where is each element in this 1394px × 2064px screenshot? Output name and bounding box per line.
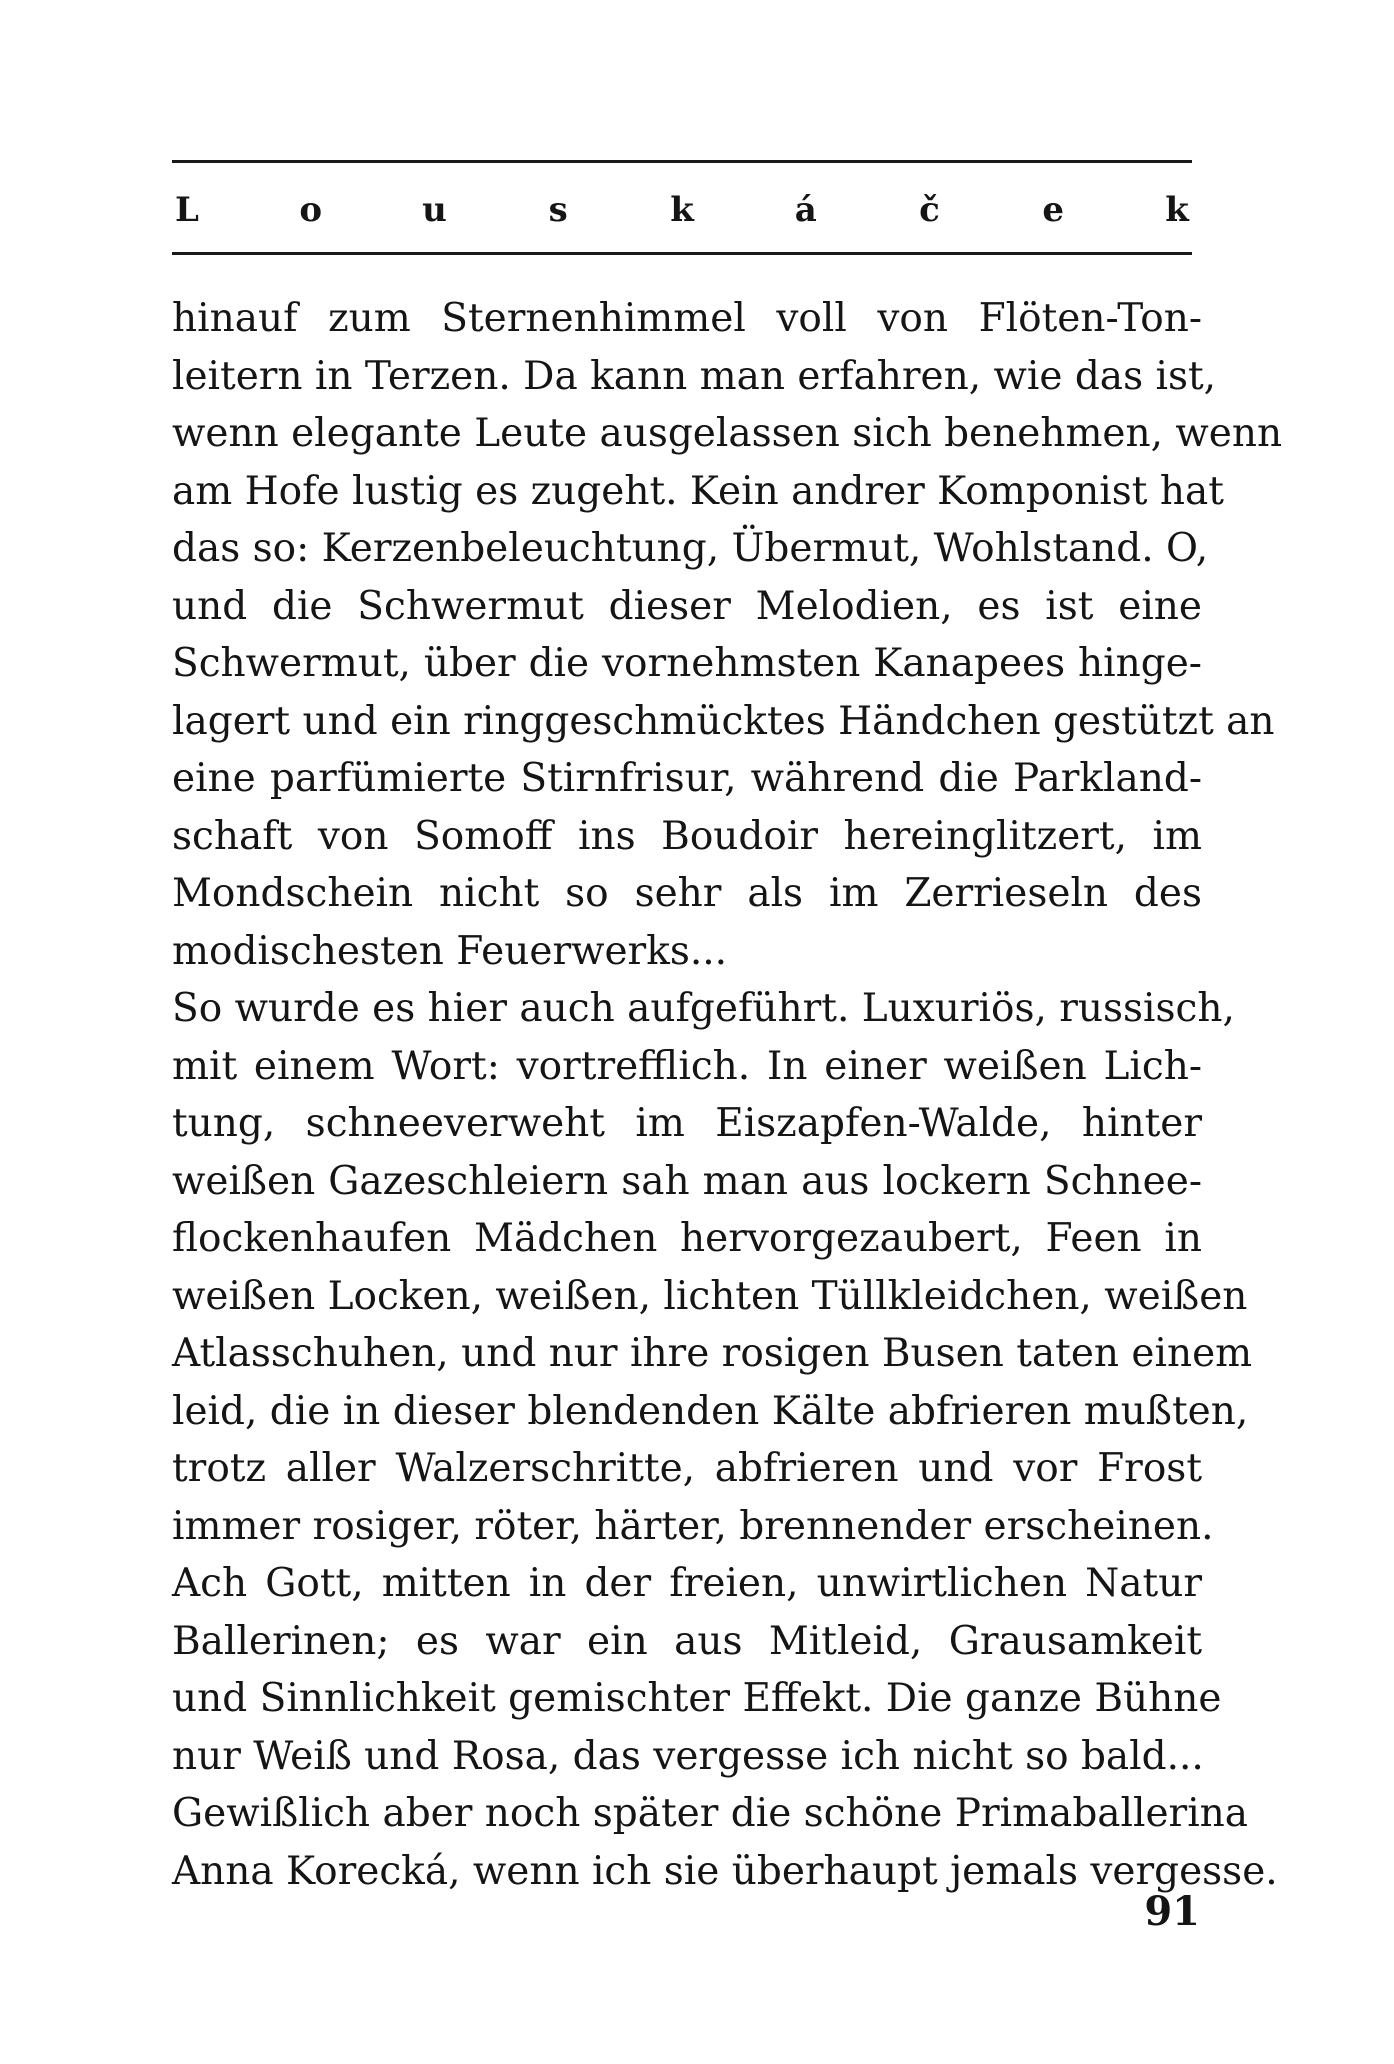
text-line: schaft von Somoff ins Boudoir hereinglitzert, im [172, 813, 1202, 859]
text-line: und die Schwermut dieser Melodien, es ist eine [172, 583, 1202, 629]
running-head-letter: á [794, 190, 817, 230]
header-rule-bottom [172, 252, 1192, 255]
text-line: weißen Locken, weißen, lichten Tüllkleidchen, weißen [172, 1273, 1248, 1319]
running-head-letter: o [299, 190, 323, 230]
running-head-letter: s [548, 190, 568, 230]
text-line: Schwermut, über die vornehmsten Kanapees hinge- [172, 641, 1202, 686]
body-text [172, 290, 1283, 1900]
text-line: das so: Kerzenbeleuchtung, Übermut, Wohlstand. O, [172, 526, 1209, 571]
text-line: leitern in Terzen. Da kann man erfahren, wie das ist, [172, 353, 1217, 399]
text-line: Ach Gott, mitten in der freien, unwirtlichen Natur [172, 1561, 1202, 1606]
text-line: lagert und ein ringgeschmücktes Händchen gestützt an [172, 698, 1275, 744]
text-line: nur Weiß und Rosa, das vergesse ich nicht so bald... [172, 1733, 1204, 1779]
text-line: Mondschein nicht so sehr als im Zerrieseln des [172, 871, 1202, 916]
text-line: mit einem Wort: vortrefflich. In einer weißen Lich- [172, 1043, 1202, 1089]
text-line: flockenhaufen Mädchen hervorgezaubert, Feen in [172, 1216, 1202, 1261]
running-head-letter: L [175, 190, 199, 230]
running-head [172, 182, 1192, 238]
text-line: wenn elegante Leute ausgelassen sich benehmen, wenn [172, 411, 1283, 456]
text-line: und Sinnlichkeit gemischter Effekt. Die ganze Bühne [172, 1676, 1222, 1721]
running-head-letter: u [422, 190, 447, 230]
header-rule-top [172, 160, 1192, 163]
text-line: Anna Korecká, wenn ich sie überhaupt jemals vergesse. [172, 1848, 1278, 1894]
text-line: hinauf zum Sternenhimmel voll von Flöten-Ton- [172, 296, 1202, 341]
text-line: trotz aller Walzerschritte, abfrieren und vor Frost [172, 1446, 1202, 1491]
text-line: Ballerinen; es war ein aus Mitleid, Grausamkeit [172, 1618, 1202, 1664]
page-number: 91 [1144, 1888, 1200, 1935]
text-line: Atlasschuhen, und nur ihre rosigen Busen taten einem [172, 1331, 1253, 1376]
running-head-letter: k [1165, 190, 1189, 230]
text-line: weißen Gazeschleiern sah man aus lockern Schnee- [172, 1158, 1202, 1204]
text-line: modischesten Feuerwerks... [172, 928, 728, 974]
text-line: am Hofe lustig es zugeht. Kein andrer Komponist hat [172, 468, 1224, 514]
text-line: eine parfümierte Stirnfrisur, während die Parkland- [172, 756, 1202, 801]
text-line: Gewißlich aber noch später die schöne Primaballerina [172, 1791, 1249, 1836]
running-head-letter: k [670, 190, 694, 230]
text-line: So wurde es hier auch aufgeführt. Luxuriös, russisch, [172, 986, 1235, 1031]
running-head-letter: e [1042, 190, 1065, 230]
text-line: leid, die in dieser blendenden Kälte abfrieren mußten, [172, 1388, 1249, 1434]
running-head-letter: č [919, 190, 940, 230]
text-line: immer rosiger, röter, härter, brennender erscheinen. [172, 1503, 1214, 1549]
text-line: tung, schneeverweht im Eiszapfen-Walde, hinter [172, 1101, 1202, 1146]
